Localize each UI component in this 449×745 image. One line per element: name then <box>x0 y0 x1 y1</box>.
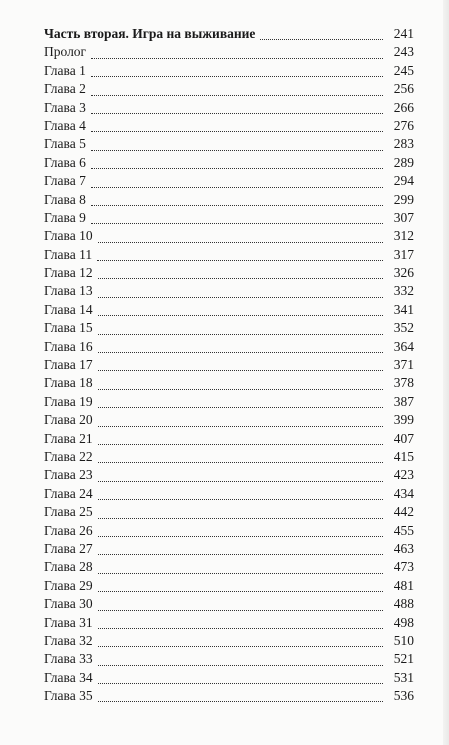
toc-entry <box>44 411 414 429</box>
toc-entry-label: Глава 1 <box>44 62 86 78</box>
dot-leader <box>98 443 383 445</box>
toc-entry <box>44 191 414 209</box>
toc-entry <box>44 80 414 98</box>
toc-entry-page: 481 <box>393 577 414 593</box>
dot-leader <box>91 130 383 132</box>
toc-entry <box>44 595 414 613</box>
toc-entry-page: 536 <box>393 688 414 704</box>
toc-entry-page: 266 <box>393 99 414 115</box>
toc-entry <box>44 172 414 190</box>
toc-section-title: Часть вторая. Игра на выживание <box>44 26 256 41</box>
toc-entry-page: 455 <box>393 522 414 538</box>
dot-leader <box>98 553 383 555</box>
dot-leader <box>98 277 383 279</box>
dot-leader <box>91 186 383 188</box>
dot-leader <box>98 645 383 647</box>
toc-entry-page: 307 <box>393 209 414 225</box>
table-of-contents <box>44 25 414 705</box>
toc-entry <box>44 356 414 374</box>
page-edge-shadow <box>443 0 449 745</box>
toc-entry <box>44 650 414 668</box>
dot-leader <box>97 259 383 261</box>
toc-entry <box>44 687 414 705</box>
toc-entry-page: 243 <box>393 44 414 60</box>
toc-entry <box>44 577 414 595</box>
toc-entry-label: Глава 4 <box>44 117 86 133</box>
toc-entry-page: 399 <box>393 412 414 428</box>
dot-leader <box>98 572 383 574</box>
toc-entry-label: Глава 27 <box>44 540 93 556</box>
toc-entry <box>44 301 414 319</box>
toc-entry <box>44 669 414 687</box>
toc-entry-label: Глава 12 <box>44 265 93 281</box>
toc-entry-page: 294 <box>393 173 414 189</box>
toc-entry <box>44 448 414 466</box>
toc-entry-label: Глава 20 <box>44 412 93 428</box>
toc-entry-label: Глава 25 <box>44 504 93 520</box>
toc-entry <box>44 62 414 80</box>
toc-entry <box>44 319 414 337</box>
dot-leader <box>98 369 383 371</box>
toc-entry <box>44 632 414 650</box>
toc-entry-page: 498 <box>393 614 414 630</box>
toc-entry-page: 442 <box>393 504 414 520</box>
toc-entry <box>44 282 414 300</box>
toc-entry-label: Глава 35 <box>44 688 93 704</box>
dot-leader <box>98 406 383 408</box>
toc-entry-label: Глава 17 <box>44 357 93 373</box>
dot-leader <box>98 517 383 519</box>
toc-entry-page: 341 <box>393 301 414 317</box>
dot-leader <box>98 627 383 629</box>
dot-leader <box>98 682 383 684</box>
toc-entry-page: 423 <box>393 467 414 483</box>
toc-entry-page: 378 <box>393 375 414 391</box>
toc-entry-page: 364 <box>393 338 414 354</box>
toc-entry-page: 283 <box>393 136 414 152</box>
toc-entry-page: 521 <box>393 651 414 667</box>
toc-entry-label: Глава 16 <box>44 338 93 354</box>
toc-entry-label: Глава 19 <box>44 393 93 409</box>
toc-entry <box>44 522 414 540</box>
toc-entry-page: 473 <box>393 559 414 575</box>
toc-section-heading <box>44 25 414 43</box>
dot-leader <box>98 314 383 316</box>
toc-entry-label: Глава 9 <box>44 209 86 225</box>
toc-entry-page: 299 <box>393 191 414 207</box>
toc-entry-page: 488 <box>393 596 414 612</box>
dot-leader <box>98 664 383 666</box>
toc-entry-label: Глава 14 <box>44 301 93 317</box>
toc-entry-page: 463 <box>393 540 414 556</box>
toc-entry-label: Пролог <box>44 44 87 60</box>
toc-entry-page: 352 <box>393 320 414 336</box>
toc-entry <box>44 503 414 521</box>
toc-entry-label: Глава 11 <box>44 246 93 262</box>
toc-entry <box>44 540 414 558</box>
toc-entry-page: 326 <box>393 265 414 281</box>
toc-entry-label: Глава 3 <box>44 99 86 115</box>
dot-leader <box>98 351 383 353</box>
toc-entry-label: Глава 32 <box>44 632 93 648</box>
dot-leader <box>98 609 383 611</box>
toc-entry-page: 510 <box>393 632 414 648</box>
toc-entry-label: Глава 10 <box>44 228 93 244</box>
toc-entry <box>44 485 414 503</box>
toc-entry <box>44 374 414 392</box>
dot-leader <box>98 425 383 427</box>
toc-entry-list <box>44 43 414 705</box>
dot-leader <box>98 480 383 482</box>
dot-leader <box>91 222 383 224</box>
toc-entry-page: 531 <box>393 669 414 685</box>
toc-entry-page: 256 <box>393 81 414 97</box>
toc-entry-page: 407 <box>393 430 414 446</box>
toc-entry-label: Глава 24 <box>44 485 93 501</box>
dot-leader <box>98 388 383 390</box>
dot-leader <box>98 590 383 592</box>
toc-entry <box>44 99 414 117</box>
dot-leader <box>91 149 383 151</box>
dot-leader <box>98 700 383 702</box>
dot-leader <box>98 296 383 298</box>
toc-entry-label: Глава 15 <box>44 320 93 336</box>
dot-leader <box>91 75 383 77</box>
toc-entry-page: 415 <box>393 448 414 464</box>
toc-entry <box>44 338 414 356</box>
toc-entry-label: Глава 21 <box>44 430 93 446</box>
toc-entry-label: Глава 31 <box>44 614 93 630</box>
toc-entry-label: Глава 30 <box>44 596 93 612</box>
toc-entry <box>44 466 414 484</box>
toc-entry-page: 317 <box>393 246 414 262</box>
dot-leader <box>91 112 383 114</box>
toc-entry <box>44 430 414 448</box>
dot-leader <box>98 333 383 335</box>
dot-leader <box>98 498 383 500</box>
toc-entry <box>44 558 414 576</box>
toc-entry-label: Глава 18 <box>44 375 93 391</box>
toc-entry-page: 434 <box>393 485 414 501</box>
toc-entry <box>44 209 414 227</box>
toc-entry-label: Глава 22 <box>44 448 93 464</box>
toc-entry-label: Глава 7 <box>44 173 86 189</box>
toc-entry-label: Глава 29 <box>44 577 93 593</box>
toc-entry-page: 245 <box>393 62 414 78</box>
toc-entry-page: 387 <box>393 393 414 409</box>
toc-entry-label: Глава 8 <box>44 191 86 207</box>
dot-leader <box>91 204 383 206</box>
toc-entry <box>44 154 414 172</box>
dot-leader <box>98 241 383 243</box>
dot-leader <box>98 461 383 463</box>
toc-entry-page: 312 <box>393 228 414 244</box>
toc-entry-label: Глава 2 <box>44 81 86 97</box>
toc-entry-label: Глава 26 <box>44 522 93 538</box>
toc-entry-page: 289 <box>393 154 414 170</box>
dot-leader <box>91 94 383 96</box>
toc-entry <box>44 393 414 411</box>
toc-entry-label: Глава 23 <box>44 467 93 483</box>
dot-leader <box>91 167 383 169</box>
toc-entry-label: Глава 5 <box>44 136 86 152</box>
toc-entry <box>44 43 414 61</box>
toc-entry <box>44 117 414 135</box>
dot-leader <box>98 535 383 537</box>
dot-leader <box>260 38 383 40</box>
toc-entry <box>44 135 414 153</box>
toc-entry-page: 276 <box>393 117 414 133</box>
toc-entry-label: Глава 33 <box>44 651 93 667</box>
toc-entry-page: 332 <box>393 283 414 299</box>
toc-entry-label: Глава 13 <box>44 283 93 299</box>
toc-entry <box>44 227 414 245</box>
toc-entry-page: 371 <box>393 357 414 373</box>
toc-entry <box>44 264 414 282</box>
toc-entry <box>44 246 414 264</box>
toc-entry <box>44 614 414 632</box>
toc-section-page: 241 <box>393 26 414 41</box>
toc-entry-label: Глава 28 <box>44 559 93 575</box>
toc-entry-label: Глава 34 <box>44 669 93 685</box>
dot-leader <box>91 57 383 59</box>
toc-entry-label: Глава 6 <box>44 154 86 170</box>
